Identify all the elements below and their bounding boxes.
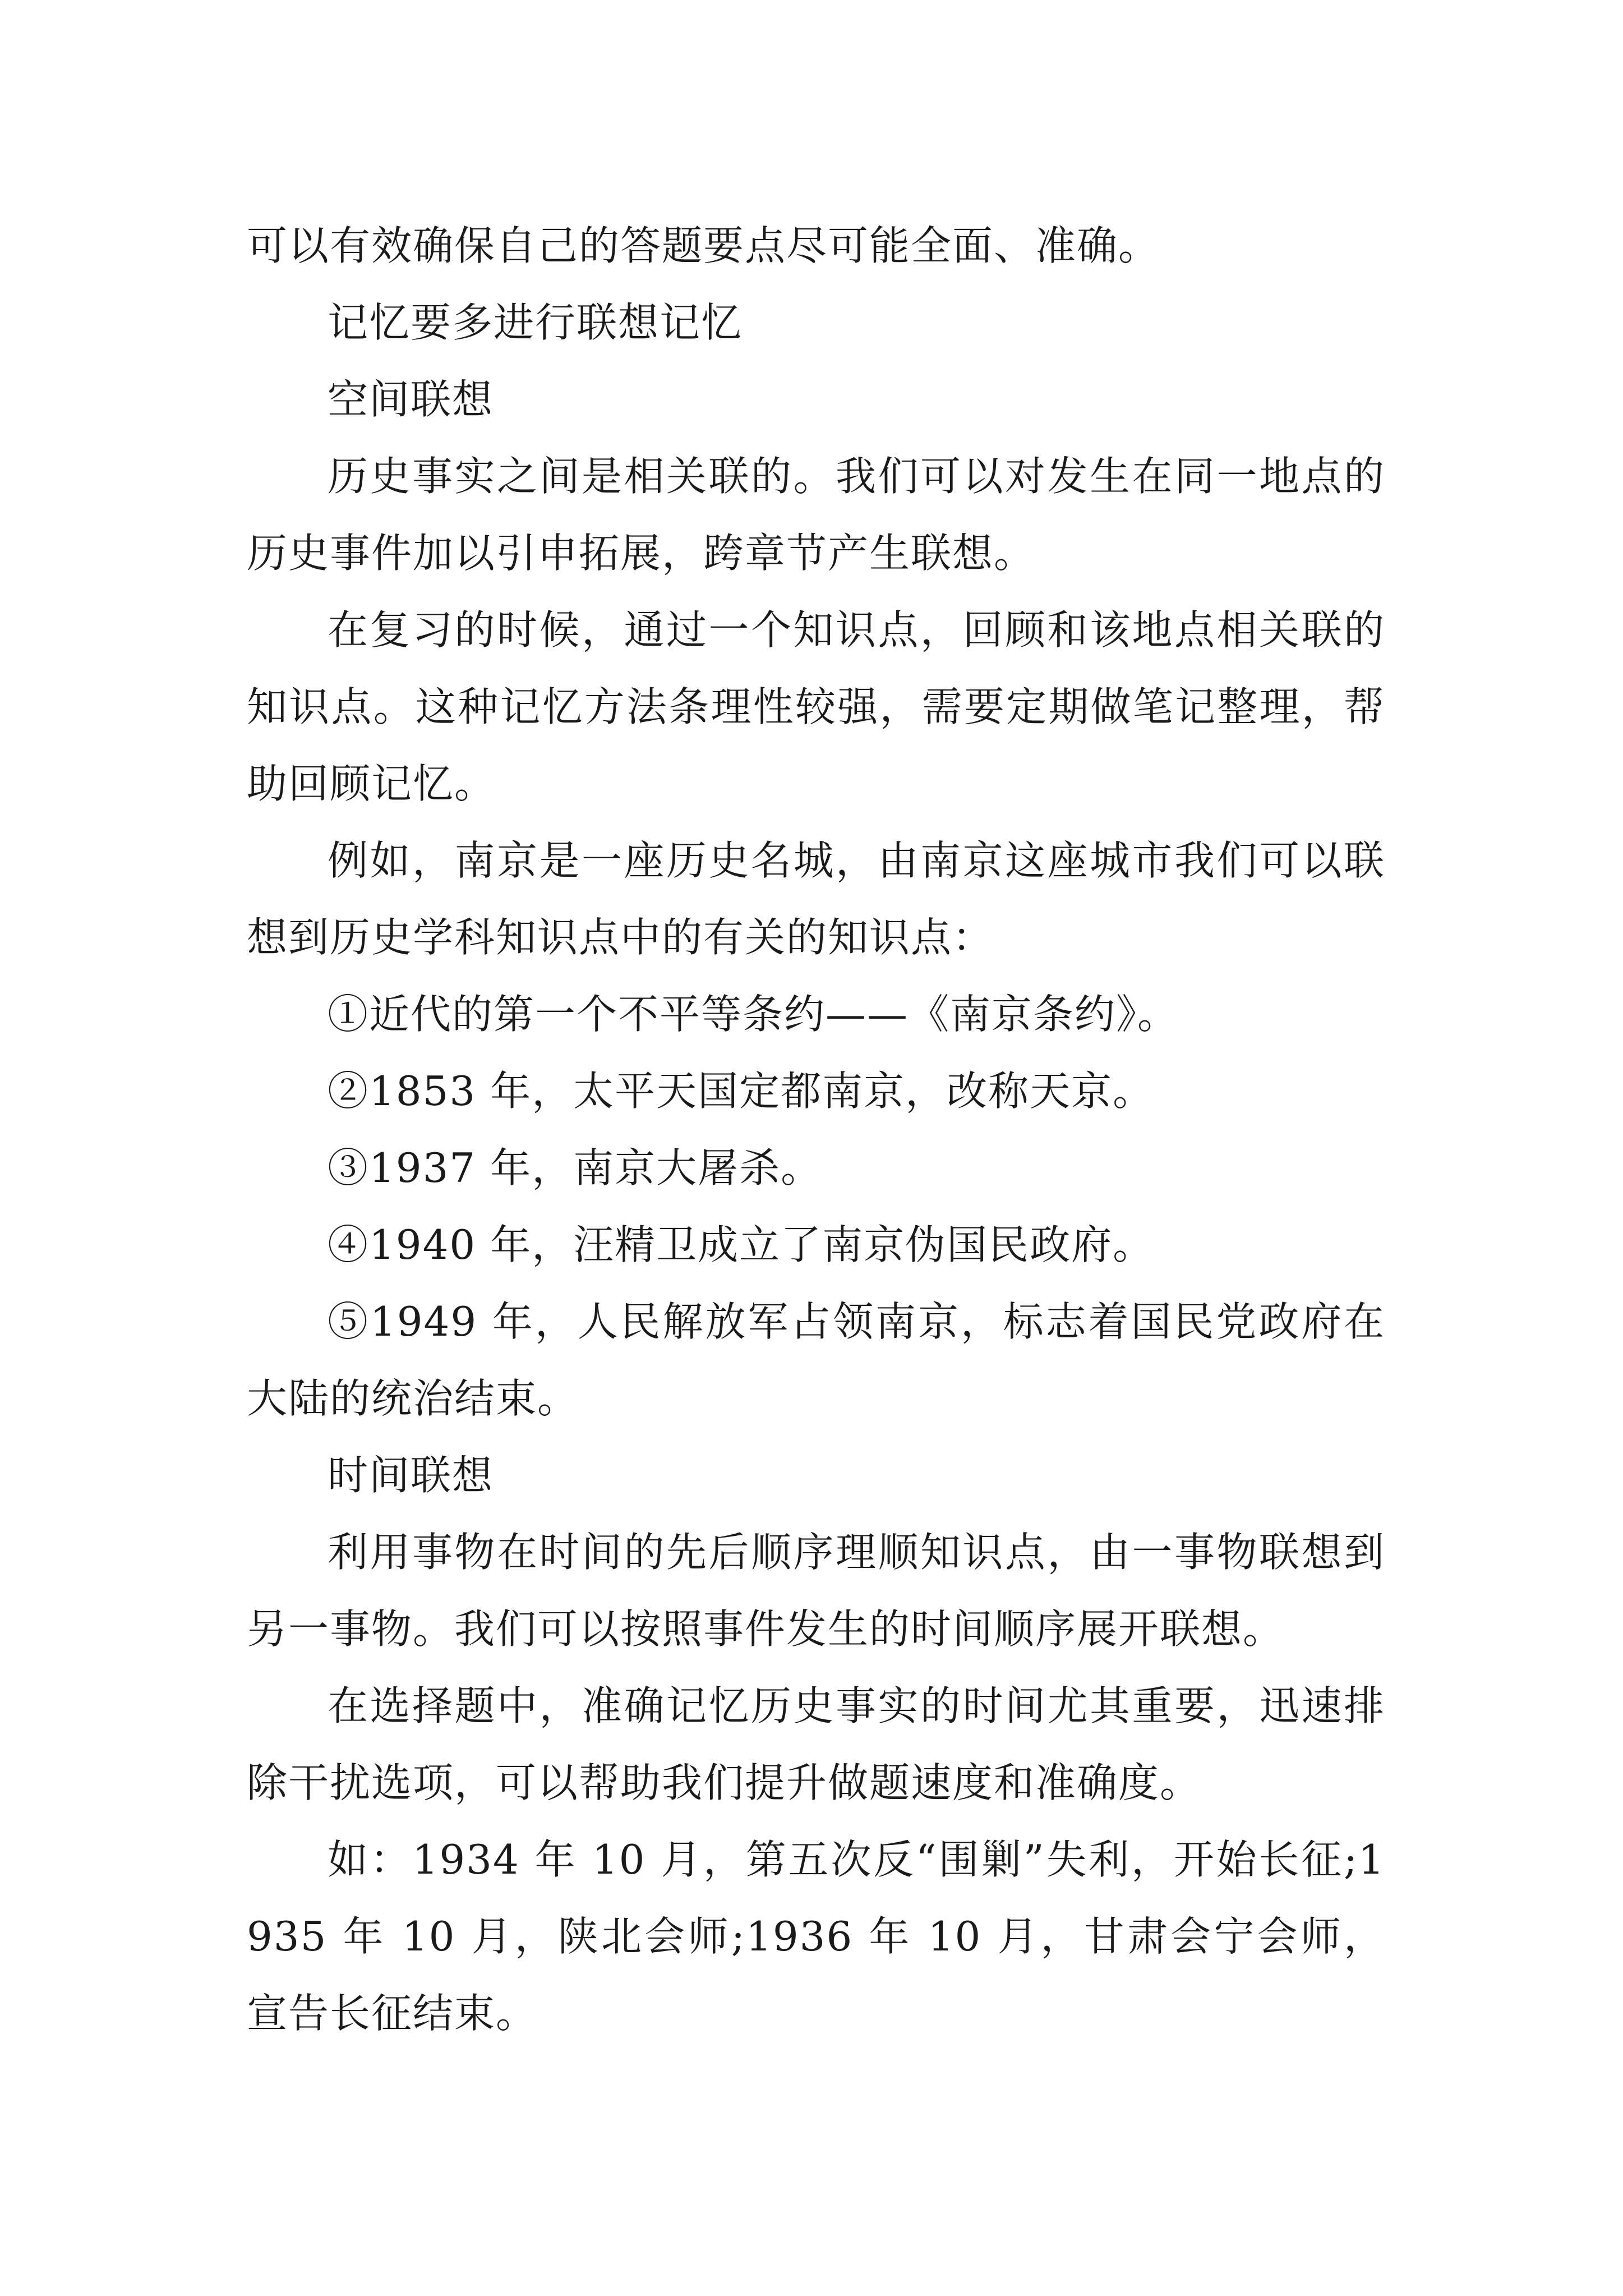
list-item-1: ①近代的第一个不平等条约——《南京条约》。 — [328, 991, 1179, 1038]
heading-association-memory: 记忆要多进行联想记忆 — [328, 299, 743, 346]
paragraph-long-march-example: 如：1934 年 10 月，第五次反“围剿”失利，开始长征;1935 年 10 月，陕北会师;1936 年 10 月，甘肃会宁会师，宣告长征结束。 — [247, 1836, 1385, 2037]
body-text — [247, 208, 1385, 2052]
paragraph-continuation: 可以有效确保自己的答题要点尽可能全面、准确。 — [247, 222, 1160, 269]
paragraph-time-choice: 在选择题中，准确记忆历史事实的时间尤其重要，迅速排除干扰选项，可以帮助我们提升做题速度和准确度。 — [247, 1682, 1385, 1806]
paragraph-time-intro: 利用事物在时间的先后顺序理顺知识点，由一事物联想到另一事物。我们可以按照事件发生的时间顺序展开联想。 — [247, 1529, 1385, 1653]
list-item-2: ②1853 年，太平天国定都南京，改称天京。 — [328, 1068, 1155, 1115]
list-item-4: ④1940 年，汪精卫成立了南京伪国民政府。 — [328, 1221, 1155, 1268]
paragraph-nanjing-example: 例如，南京是一座历史名城，由南京这座城市我们可以联想到历史学科知识点中的有关的知识点： — [247, 837, 1385, 961]
paragraph-spatial-intro: 历史事实之间是相关联的。我们可以对发生在同一地点的历史事件加以引申拓展，跨章节产生联想。 — [247, 453, 1385, 577]
paragraph-spatial-method: 在复习的时候，通过一个知识点，回顾和该地点相关联的知识点。这种记忆方法条理性较强，需要定期做笔记整理，帮助回顾记忆。 — [247, 606, 1385, 807]
heading-time-association: 时间联想 — [328, 1452, 494, 1499]
heading-spatial-association: 空间联想 — [328, 376, 494, 423]
list-item-3: ③1937 年，南京大屠杀。 — [328, 1144, 823, 1191]
list-item-5: ⑤1949 年，人民解放军占领南京，标志着国民党政府在大陆的统治结束。 — [247, 1298, 1385, 1422]
